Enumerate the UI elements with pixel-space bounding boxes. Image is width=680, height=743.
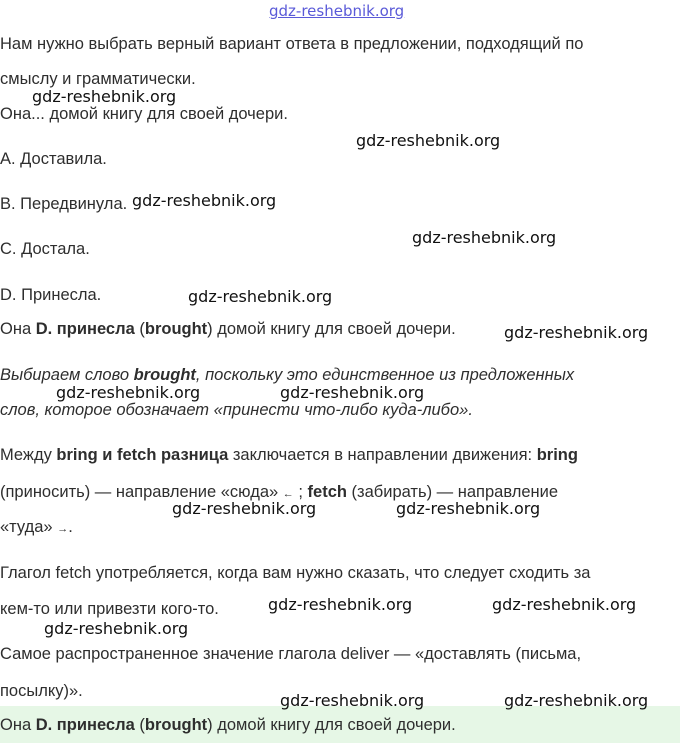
watermark: gdz-reshebnik.org — [268, 595, 413, 614]
watermark: gdz-reshebnik.org — [492, 595, 637, 614]
arrow-left-icon: ← — [282, 488, 294, 500]
fetch-usage-line-2: кем-то или привезти кого-то. — [0, 600, 219, 618]
difference-line-3: «туда» →. — [0, 518, 73, 536]
watermark: gdz-reshebnik.org — [504, 691, 649, 710]
answer-word: brought — [144, 320, 208, 338]
watermark: gdz-reshebnik.org — [188, 287, 333, 306]
intro-line-1: Нам нужно выбрать верный вариант ответа в предложении, подходящий по — [0, 35, 584, 53]
deliver-line-1: Самое распространенное значение глагола deliver — «доставлять (письма, — [0, 645, 582, 663]
watermark: gdz-reshebnik.org — [132, 191, 277, 210]
arrow-right-icon: → — [57, 523, 69, 535]
intro-line-2: смыслу и грамматически. — [0, 70, 196, 88]
watermark: gdz-reshebnik.org — [412, 228, 557, 247]
deliver-line-2: посылку)». — [0, 682, 83, 700]
watermark: gdz-reshebnik.org — [356, 131, 501, 150]
watermark: gdz-reshebnik.org — [280, 383, 425, 402]
answer-choice: D. принесла — [35, 320, 135, 338]
watermark: gdz-reshebnik.org — [44, 619, 189, 638]
fetch-usage-line-1: Глагол fetch употребляется, когда вам нужно сказать, что следует сходить за — [0, 564, 591, 582]
watermark: gdz-reshebnik.org — [56, 383, 201, 402]
watermark: gdz-reshebnik.org — [504, 323, 649, 342]
watermark: gdz-reshebnik.org — [32, 87, 177, 106]
watermark: gdz-reshebnik.org — [172, 499, 317, 518]
explanation-line-1: Выбираем слово brought, поскольку это единственное из предложенных — [0, 366, 575, 384]
option-c: C. Достала. — [0, 240, 90, 258]
option-a: A. Доставила. — [0, 150, 107, 168]
explanation-line-2: слов, которое обозначает «принести что-либо куда-либо». — [0, 401, 473, 419]
question-sentence: Она... домой книгу для своей дочери. — [0, 105, 288, 123]
option-d: D. Принесла. — [0, 286, 102, 304]
watermark: gdz-reshebnik.org — [396, 499, 541, 518]
difference-line-2: (приносить) — направление «сюда» ← ; fetch (забирать) — направление — [0, 483, 559, 501]
option-b: B. Передвинула. — [0, 195, 128, 213]
answer-sentence: Она D. принесла (brought) домой книгу для своей дочери. — [0, 320, 456, 338]
watermark-top[interactable]: gdz-reshebnik.org — [269, 2, 405, 20]
final-answer-sentence: Она D. принесла (brought) домой книгу для своей дочери. — [0, 716, 456, 734]
difference-line-1: Между bring и fetch разница заключается в направлении движения: bring — [0, 446, 578, 464]
watermark: gdz-reshebnik.org — [280, 691, 425, 710]
